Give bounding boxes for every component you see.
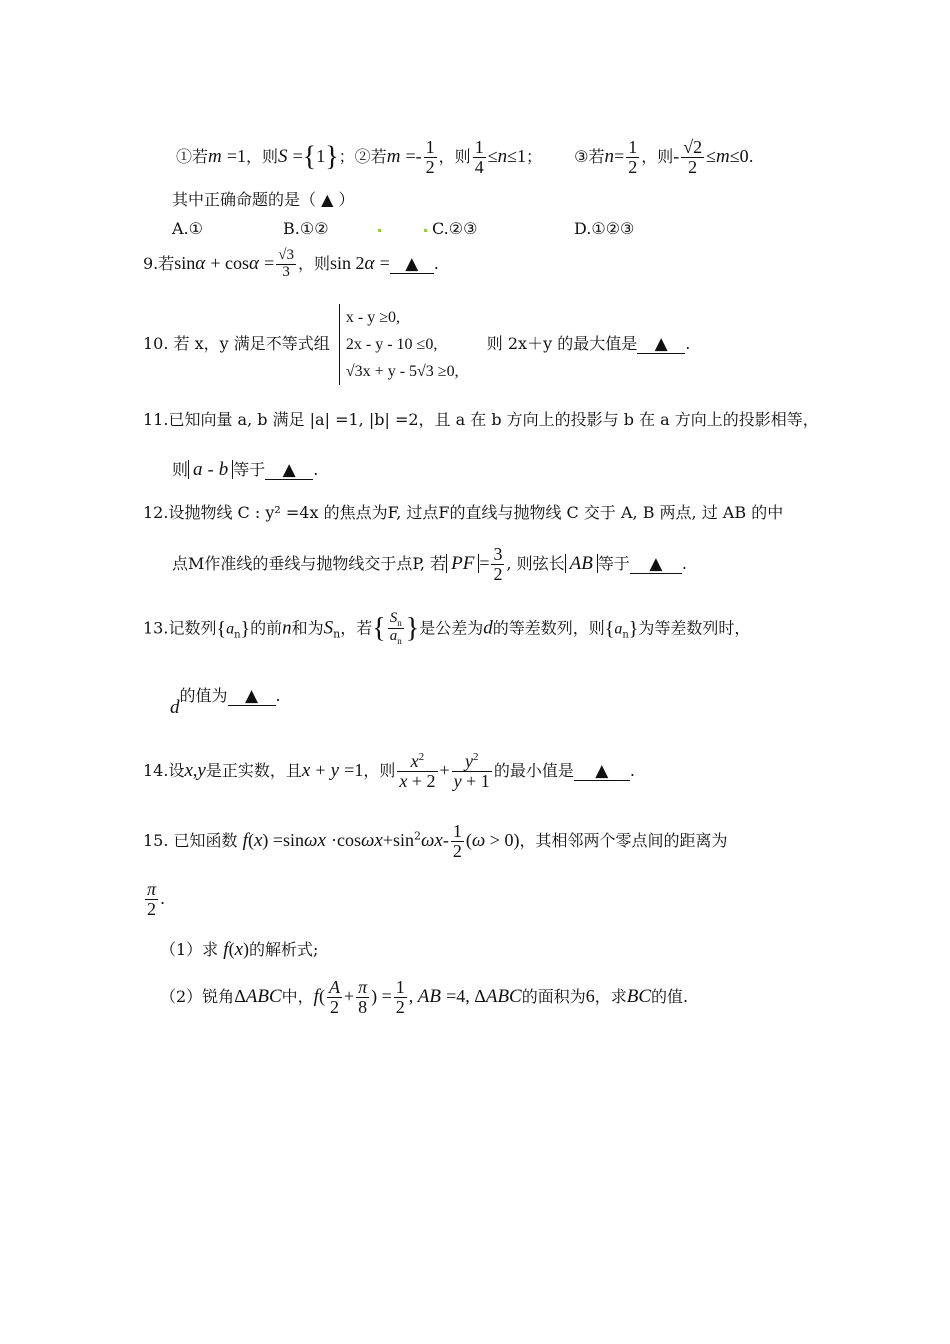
q8-option-b: B.①② bbox=[283, 219, 329, 238]
inequality-system: x - y ≥0, 2x - y - 10 ≤0, √3x + y - 5√3 ≥0, bbox=[339, 304, 459, 385]
question-9: 9.若sinα + cosα = $\frac{√3}{3}$ ，则sin 2α = ▲ . bbox=[143, 247, 439, 280]
question-12-line-1: 12.设抛物线 C : y² =4x 的焦点为F, 过点F的直线与抛物线 C 交于 A, B 两点, 过 AB 的中 bbox=[143, 503, 784, 522]
question-13: 13.记数列$\{a_n\}$的前n和为$S_n$，若{ $\frac{S_n}{a_n}$ }是公差为d的等差数列，则$\{a_n\}$为等差数列时， bbox=[143, 610, 751, 647]
q8-statements: ①若m =1，则S ={1}；②若m =- $\frac{1}{2}$ ，则 $\frac{1}{4}$ ≤n≤1； ③若n= $\frac{1}{2}$ ，则- $\frac{√2}{2}$ ≤m≤0. bbox=[176, 137, 754, 177]
q8-options bbox=[0, 219, 950, 241]
question-15-part-1: （1）求 f(x)的解析式; bbox=[160, 939, 319, 960]
question-15: 15. 已知函数 $f(x) =\sin\omega x \cdot\cos\omega x+\sin^2\omega x-$ $\frac{1}{2}$ (ω > 0)，其相邻两个零点间的距离为 bbox=[143, 821, 728, 861]
question-15-pi-over-2: $\frac{\pi}{2}$ . bbox=[147, 879, 166, 919]
q8-stem: 其中正确命题的是（ ▲ ） bbox=[172, 190, 355, 209]
stray-mark bbox=[424, 229, 427, 232]
q8-option-c: C.②③ bbox=[432, 219, 478, 238]
question-15-part-2: （2）锐角ΔABC中，f( $\frac{A}{2}$ + $\frac{\pi}{8}$ ) = $\frac{1}{2}$ , AB =4, ΔABC的面积为6，求BC的值. bbox=[160, 977, 689, 1017]
question-13-line-2: d的值为 ▲ . bbox=[170, 686, 281, 718]
question-14: 14.设x,y是正实数，且x + y =1，则 $\frac{x^2}{x + 2}$ + $\frac{y^2}{y + 1}$ 的最小值是 ▲ . bbox=[143, 751, 635, 791]
q8-option-a: A.① bbox=[172, 219, 203, 238]
question-12-line-2: 点M作准线的垂线与抛物线交于点P, 若 PF = $\frac{3}{2}$ , 则弦长 AB 等于 ▲ . bbox=[172, 544, 687, 584]
question-11-line-2: 则 a - b 等于 ▲ . bbox=[172, 459, 319, 480]
q8-option-d: D.①②③ bbox=[574, 219, 635, 238]
stray-mark bbox=[378, 229, 381, 232]
question-10: 10. 若 x，y 满足不等式组 x - y ≥0, 2x - y - 10 ≤0, √3x + y - 5√3 ≥0, 则 2x＋y 的最大值是 ▲ . bbox=[143, 304, 690, 385]
question-11-line-1: 11.已知向量 a, b 满足 |a| =1, |b| =2，且 a 在 b 方向上的投影与 b 在 a 方向上的投影相等， bbox=[143, 410, 819, 429]
